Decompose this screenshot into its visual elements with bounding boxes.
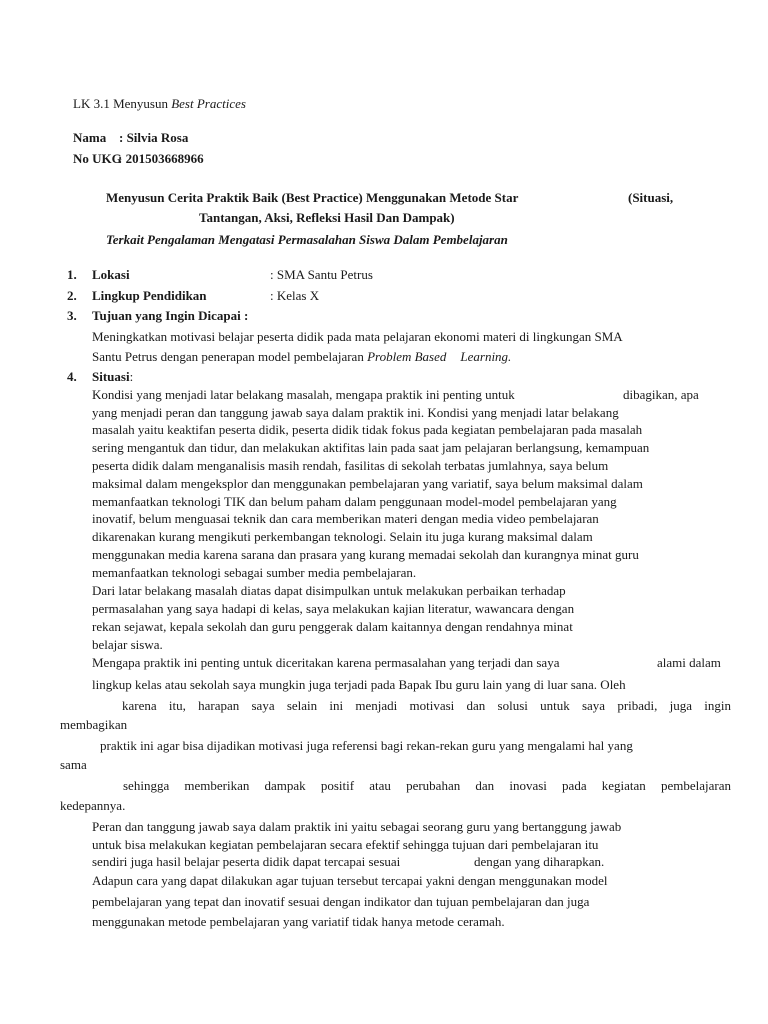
paragraph-1-line: dikarenakan kurang mengikuti perkembangan teknologi. Selain itu juga kurang maksimal dalam (92, 529, 593, 544)
worksheet-title-prefix: LK 3.1 Menyusun (73, 96, 172, 111)
paragraph-1-line: maksimal dalam mengeksplor dan menggunakan pembelajaran yang variatif, saya belum maksimal dalam (92, 476, 643, 491)
paragraph-5-line: Adapun cara yang dapat dilakukan agar tujuan tersebut tercapai yakni dengan menggunakan model (92, 873, 608, 888)
tujuan-text-line2-a: Santu Petrus dengan penerapan model pembelajaran (92, 349, 368, 364)
paragraph-2-line: rekan sejawat, kepala sekolah dan guru penggerak dalam kaitannya dengan rendahnya minat (92, 619, 573, 634)
situasi-colon: : (129, 369, 134, 384)
paragraph-1-line: memanfaatkan teknologi TIK dan belum paham dalam penggunaan model-model pembelajaran yang (92, 494, 617, 509)
paragraph-1-line: masalah yaitu keaktifan peserta didik, peserta didik tidak fokus pada kegiatan pembelajaran pada masalah (92, 422, 643, 437)
tujuan-text-line2-b: Problem Based (367, 349, 447, 364)
paragraph-4-line: dengan yang diharapkan. (474, 854, 605, 869)
tujuan-label: Tujuan yang Ingin Dicapai : (92, 308, 249, 323)
main-title-line1-end: (Situasi, (628, 190, 674, 205)
name-value: : Silvia Rosa (119, 130, 189, 145)
item-number-4: 4. (67, 369, 77, 384)
paragraph-1-line: memanfaatkan teknologi sebagai sumber media pembelajaran. (92, 565, 417, 580)
paragraph-5-line: pembelajaran yang tepat dan inovatif sesuai dengan indikator dan tujuan pembelajaran dan juga (92, 894, 590, 909)
paragraph-3-line: karena itu, harapan saya selain ini menjadi motivasi dan solusi untuk saya pribadi, juga ingin (122, 698, 731, 713)
paragraph-1-line: menggunakan media karena sarana dan prasara yang kurang memadai sekolah dan kurangnya minat guru (92, 547, 639, 562)
item-number-2: 2. (67, 288, 77, 303)
worksheet-title (73, 95, 246, 112)
paragraph-3-line: membagikan (60, 717, 128, 732)
paragraph-1-line: Kondisi yang menjadi latar belakang masalah, mengapa praktik ini penting untuk (92, 387, 515, 402)
situasi-label: Situasi (92, 369, 130, 384)
ukg-value: : 201503668966 (118, 151, 204, 166)
paragraph-4-line: Peran dan tanggung jawab saya dalam praktik ini yaitu sebagai seorang guru yang bertanggung jawab (92, 819, 622, 834)
name-label: Nama (73, 130, 107, 145)
tujuan-text-line1: Meningkatkan motivasi belajar peserta didik pada mata pelajaran ekonomi materi di lingkungan SMA (92, 329, 623, 344)
paragraph-3-line: lingkup kelas atau sekolah saya mungkin juga terjadi pada Bapak Ibu guru lain yang di luar sana. Oleh (92, 677, 626, 692)
paragraph-3-line: Mengapa praktik ini penting untuk diceritakan karena permasalahan yang terjadi dan saya (92, 655, 560, 670)
paragraph-2-line: Dari latar belakang masalah diatas dapat disimpulkan untuk melakukan perbaikan terhadap (92, 583, 566, 598)
paragraph-1-line: inovatif, belum menguasai teknik dan cara memberikan materi dengan media video pembelajaran (92, 511, 599, 526)
lingkup-label: Lingkup Pendidikan (92, 288, 207, 303)
main-title-line1: Menyusun Cerita Praktik Baik (Best Practice) Menggunakan Metode Star (106, 190, 519, 205)
paragraph-3-line: praktik ini agar bisa dijadikan motivasi juga referensi bagi rekan-rekan guru yang mengalami hal yang (100, 738, 633, 753)
paragraph-1-line: sering mengantuk dan tidur, dan melakukan aktifitas lain pada saat jam pelajaran berlangsung, kemampuan (92, 440, 650, 455)
tujuan-text-line2 (92, 348, 511, 365)
situasi-heading (92, 368, 133, 385)
paragraph-5-line: menggunakan metode pembelajaran yang variatif tidak hanya metode ceramah. (92, 914, 505, 929)
lingkup-value: : Kelas X (270, 288, 320, 303)
ukg-label: No UKG (73, 151, 122, 166)
paragraph-4-line: untuk bisa melakukan kegiatan pembelajaran secara efektif sehingga tujuan dari pembelajaran itu (92, 837, 599, 852)
worksheet-title-italic: Best Practices (171, 96, 246, 111)
paragraph-1-line: yang menjadi peran dan tanggung jawab saya dalam praktik ini. Kondisi yang menjadi latar belakang (92, 405, 619, 420)
paragraph-3-line: alami dalam (657, 655, 721, 670)
lokasi-value: : SMA Santu Petrus (270, 267, 373, 282)
paragraph-1-line: dibagikan, apa (623, 387, 699, 402)
paragraph-3-line: sama (60, 757, 87, 772)
paragraph-1-line: peserta didik dalam menganalisis masih rendah, fasilitas di sekolah terbatas jumlahnya, saya belum (92, 458, 609, 473)
lokasi-label: Lokasi (92, 267, 130, 282)
item-number-1: 1. (67, 267, 77, 282)
paragraph-2-line: belajar siswa. (92, 637, 163, 652)
paragraph-3-line: kedepannya. (60, 798, 126, 813)
paragraph-2-line: permasalahan yang saya hadapi di kelas, saya melakukan kajian literatur, wawancara dengan (92, 601, 575, 616)
tujuan-text-line2-c: Learning. (460, 349, 512, 364)
paragraph-4-line: sendiri juga hasil belajar peserta didik dapat tercapai sesuai (92, 854, 401, 869)
main-subtitle: Terkait Pengalaman Mengatasi Permasalahan Siswa Dalam Pembelajaran (106, 232, 508, 247)
item-number-3: 3. (67, 308, 77, 323)
paragraph-3-line: sehingga memberikan dampak positif atau perubahan dan inovasi pada kegiatan pembelajaran (123, 778, 731, 793)
main-title-line2: Tantangan, Aksi, Refleksi Hasil Dan Dampak) (199, 210, 455, 225)
